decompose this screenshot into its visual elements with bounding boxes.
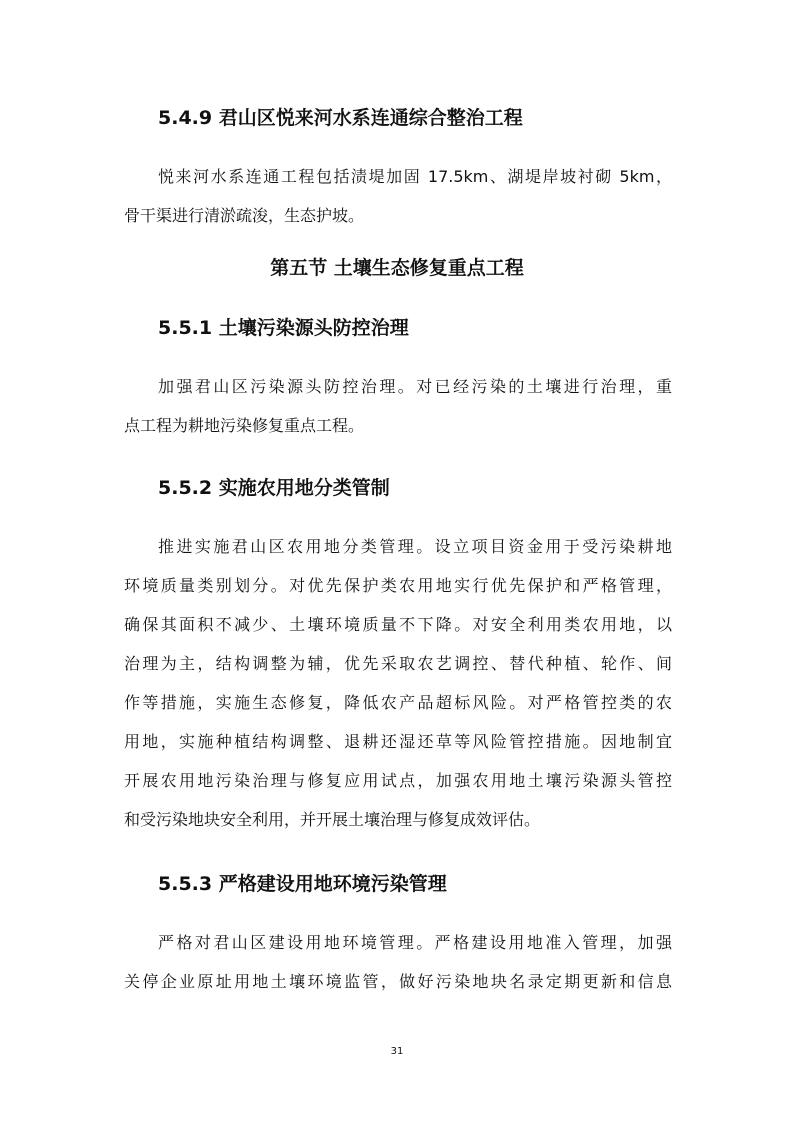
heading-5-5-1: 5.5.1 土壤污染源头防控治理 xyxy=(158,317,409,339)
section-title: 第五节 土壤生态修复重点工程 xyxy=(270,257,524,279)
paragraph-line: 确保其面积不减少、土壤环境质量不下降。对安全利用类农用地，以 xyxy=(124,615,672,634)
paragraph-line: 严格对君山区建设用地环境管理。严格建设用地准入管理，加强 xyxy=(158,933,672,952)
paragraph-line: 和受污染地块安全利用，并开展土壤治理与修复成效评估。 xyxy=(124,810,541,829)
paragraph-line: 环境质量类别划分。对优先保护类农用地实行优先保护和严格管理， xyxy=(124,576,672,595)
paragraph-line: 用地，实施种植结构调整、退耕还湿还草等风险管控措施。因地制宜 xyxy=(124,732,672,751)
heading-5-5-2: 5.5.2 实施农用地分类管制 xyxy=(158,477,390,499)
heading-5-4-9: 5.4.9 君山区悦来河水系连通综合整治工程 xyxy=(158,107,523,129)
paragraph-line: 作等措施，实施生态修复，降低农产品超标风险。对严格管控类的农 xyxy=(124,693,672,712)
paragraph-line: 骨干渠进行清淤疏浚，生态护坡。 xyxy=(124,206,365,225)
paragraph-line: 悦来河水系连通工程包括渍堤加固 17.5km、湖堤岸坡衬砌 5km， xyxy=(158,167,672,186)
paragraph-line: 关停企业原址用地土壤环境监管，做好污染地块名录定期更新和信息 xyxy=(124,972,672,991)
paragraph-line: 开展农用地污染治理与修复应用试点，加强农用地土壤污染源头管控 xyxy=(124,771,672,790)
page-number: 31 xyxy=(390,1046,404,1057)
paragraph-line: 加强君山区污染源头防控治理。对已经污染的土壤进行治理，重 xyxy=(158,377,672,396)
heading-5-5-3: 5.5.3 严格建设用地环境污染管理 xyxy=(158,873,447,895)
paragraph-line: 推进实施君山区农用地分类管理。设立项目资金用于受污染耕地 xyxy=(158,537,672,556)
paragraph-line: 治理为主，结构调整为辅，优先采取农艺调控、替代种植、轮作、间 xyxy=(124,654,672,673)
paragraph-line: 点工程为耕地污染修复重点工程。 xyxy=(124,416,365,435)
